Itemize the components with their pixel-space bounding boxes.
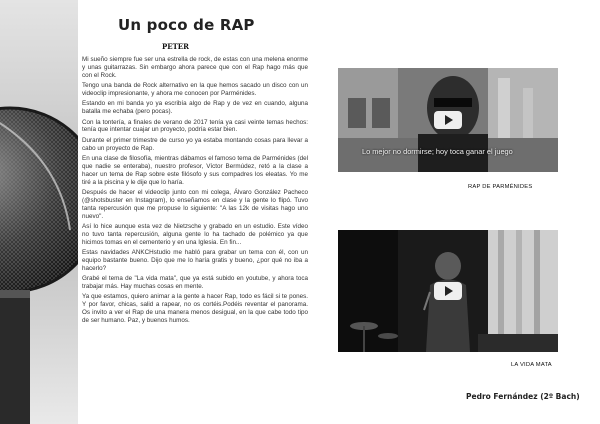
article-paragraph: Mi sueño siempre fue ser una estrella de rock, de estas con una melena enorme y unas guitarrazas. Sin embargo ahora parece que con el Rap hago más que con el Rock.	[82, 56, 308, 79]
author-name: Pedro Fernández (2º Bach)	[466, 392, 580, 401]
article-paragraph: En una clase de filosofía, mientras dábamos el famoso tema de Parménides (del que nadie se enteraba), nuestro profesor, Víctor Bermúdez, retó a la clase a hacer un tema de Rap sobre este filósofo y sus compadres los eleatas. Yo me tiré a la piscina y le dije que lo haría.	[82, 154, 308, 186]
video-la-vida-mata[interactable]	[338, 230, 558, 352]
video-rap-parmenides[interactable]	[338, 68, 558, 172]
play-icon[interactable]	[434, 111, 462, 129]
article-paragraph: Durante el primer trimestre de curso yo ya estaba montando cosas para llevar a cabo un proyecto de Rap.	[82, 136, 308, 152]
article-body	[82, 56, 308, 327]
article-title: Un poco de RAP	[118, 16, 255, 34]
video-label-1: RAP DE PARMÉNIDES	[468, 184, 533, 190]
article-paragraph: Estando en mi banda yo ya escribía algo de Rap y de vez en cuando, alguna batalla me echaba (pero pocas).	[82, 100, 308, 116]
article-paragraph: Grabé el tema de "La vida mata", que ya está subido en youtube, y ahora toca trabajar más. Hay muchas cosas en mente.	[82, 275, 308, 291]
video-subtitle-text: Lo mejor no dormirse; hoy toca ganar el juego	[362, 147, 513, 156]
article-paragraph: Estas navidades ANKCHstudio me habló para grabar un tema con él, con un equipo bastante bueno. Dijo que me lo haría gratis y bueno, ¿por qué no iba a hacerlo?	[82, 249, 308, 272]
article-paragraph: Con la tontería, a finales de verano de 2017 tenía ya casi veinte temas hechos: tenía que intentar cuajar un proyecto, podría estar bien.	[82, 118, 308, 134]
article-paragraph: Ya que estamos, quiero animar a la gente a hacer Rap, todo es fácil si te pones. Y por favor, chicas, salid a rapear, no os cortéis.Podéis reventar el panorama. Os invito a ver el Rap de una manera menos desigual, en la que cabe todo tipo de ser humano. Paz, y buenos humos.	[82, 293, 308, 325]
article-subtitle: PETER	[162, 42, 189, 51]
article-paragraph: Después de hacer el videoclip junto con mi colega, Álvaro González Pacheco (@shotsbuster en Instagram), lo enseñamos en clase y la gente lo flipó. Tuvo tanta repercusión que me propuse lo siguiente: "A las 12k de visitas hago uno nuevo".	[82, 188, 308, 220]
play-icon[interactable]	[434, 282, 462, 300]
microphone-illustration	[0, 0, 78, 424]
article-paragraph: Así lo hice aunque esta vez de Nietzsche y grabado en un estudio. Este vídeo no tuvo tanta repercusión, alguna gente lo ha tachado de polémico ya que hicimos tomas en el cementerio y en una Iglesia. En fin...	[82, 222, 308, 246]
video-label-2: LA VIDA MATA	[511, 362, 552, 368]
microphone-image	[0, 0, 78, 424]
article-paragraph: Tengo una banda de Rock alternativo en la que hemos sacado un disco con un videoclip impresionante, y ahora me conocen por Parménides.	[82, 82, 308, 98]
